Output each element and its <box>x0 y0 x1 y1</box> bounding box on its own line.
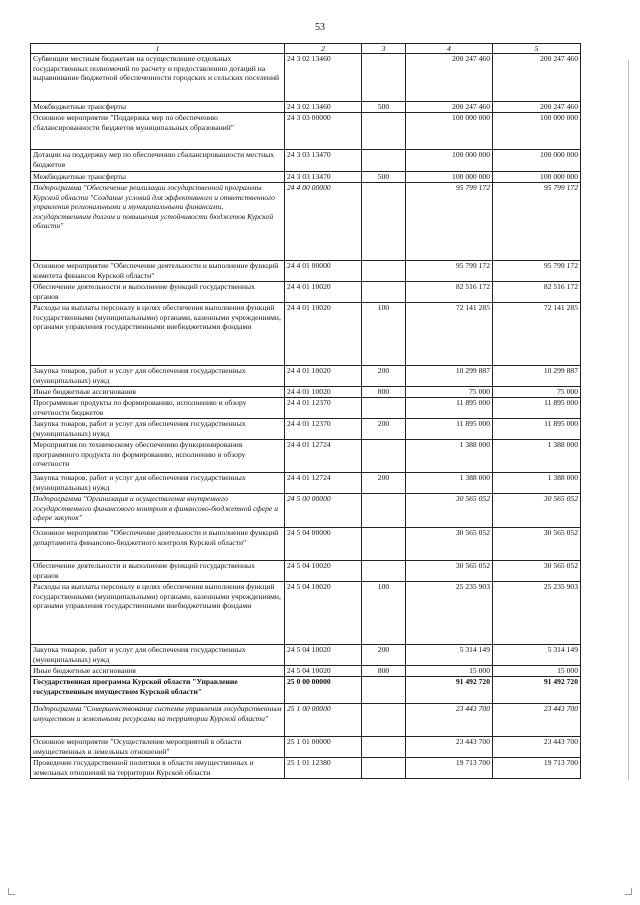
scan-corner-mark <box>625 888 632 895</box>
column-header: 5 <box>493 44 581 54</box>
row-name: Проведение государственной политики в области имущественных и земельных отношений на территории Курской области <box>31 758 285 779</box>
row-expense-type <box>362 758 406 779</box>
row-expense-type <box>362 150 406 172</box>
row-amount-col4: 19 713 700 <box>406 758 493 779</box>
table-row <box>31 261 581 282</box>
row-amount-col5: 200 247 460 <box>493 102 581 113</box>
table-row <box>31 366 581 387</box>
row-amount-col4: 100 000 000 <box>406 113 493 150</box>
table-row <box>31 150 581 172</box>
row-expense-type: 100 <box>362 303 406 366</box>
row-amount-col4: 15 000 <box>406 666 493 677</box>
row-amount-col5: 200 247 460 <box>493 54 581 102</box>
table-row <box>31 172 581 183</box>
row-code: 24 4 01 10020 <box>285 387 362 398</box>
row-name: Основное мероприятие "Обеспечение деятельности и выполнение функций комитета финансов Курской области" <box>31 261 285 282</box>
row-code: 24 4 01 00000 <box>285 261 362 282</box>
row-amount-col4: 5 314 149 <box>406 645 493 666</box>
row-code: 25 0 00 00000 <box>285 677 362 704</box>
table-row <box>31 102 581 113</box>
row-expense-type: 800 <box>362 666 406 677</box>
table-row <box>31 645 581 666</box>
row-name: Иные бюджетные ассигнования <box>31 666 285 677</box>
row-name: Закупка товаров, работ и услуг для обеспечения государственных (муниципальных) нужд <box>31 419 285 440</box>
row-amount-col5: 1 388 000 <box>493 473 581 494</box>
row-amount-col4: 1 388 000 <box>406 440 493 473</box>
table-body <box>31 54 581 779</box>
row-name: Основное мероприятие "Поддержка мер по обеспечению сбалансированности бюджетов муниципальных образований" <box>31 113 285 150</box>
row-code: 24 3 02 13460 <box>285 54 362 102</box>
row-amount-col4: 100 000 000 <box>406 172 493 183</box>
row-amount-col5: 100 000 000 <box>493 113 581 150</box>
row-code: 24 5 04 10020 <box>285 582 362 645</box>
row-amount-col4: 200 247 460 <box>406 102 493 113</box>
table-row <box>31 113 581 150</box>
row-expense-type: 200 <box>362 645 406 666</box>
budget-table <box>30 43 581 779</box>
row-amount-col5: 100 000 000 <box>493 172 581 183</box>
row-amount-col5: 10 299 887 <box>493 366 581 387</box>
row-amount-col5: 82 516 172 <box>493 282 581 303</box>
row-expense-type: 200 <box>362 419 406 440</box>
row-amount-col5: 25 235 903 <box>493 582 581 645</box>
table-row <box>31 677 581 704</box>
row-code: 24 4 01 12724 <box>285 473 362 494</box>
row-amount-col4: 30 565 052 <box>406 561 493 582</box>
row-amount-col5: 30 565 052 <box>493 528 581 561</box>
row-expense-type <box>362 113 406 150</box>
row-amount-col5: 11 895 000 <box>493 398 581 419</box>
row-code: 24 4 00 00000 <box>285 183 362 261</box>
row-amount-col4: 23 443 700 <box>406 737 493 758</box>
row-code: 25 1 01 00000 <box>285 737 362 758</box>
row-expense-type <box>362 737 406 758</box>
row-amount-col5: 72 141 285 <box>493 303 581 366</box>
row-expense-type: 500 <box>362 172 406 183</box>
table-row <box>31 282 581 303</box>
row-amount-col4: 25 235 903 <box>406 582 493 645</box>
table-row <box>31 398 581 419</box>
row-amount-col5: 23 443 700 <box>493 704 581 737</box>
row-name: Закупка товаров, работ и услуг для обеспечения государственных (муниципальных) нужд <box>31 645 285 666</box>
column-header: 1 <box>31 44 285 54</box>
row-expense-type <box>362 704 406 737</box>
table-row <box>31 737 581 758</box>
row-name: Подпрограмма "Обеспечение реализации государственной программы Курской области "Создание условий для эффективного и ответственного управления региональными и муниципальными финансами, государственным долгом и повышения устойчивости бюджетов Курской области" <box>31 183 285 261</box>
row-amount-col5: 5 314 149 <box>493 645 581 666</box>
row-amount-col4: 200 247 460 <box>406 54 493 102</box>
row-name: Расходы на выплаты персоналу в целях обеспечения выполнения функций государственными (муниципальными) органами, казенными учреждениями, органами управления государственными внебюджетными фондами <box>31 582 285 645</box>
row-name: Закупка товаров, работ и услуг для обеспечения государственных (муниципальных) нужд <box>31 473 285 494</box>
row-code: 24 4 01 10020 <box>285 366 362 387</box>
row-name: Обеспечение деятельности и выполнение функций государственных органов <box>31 561 285 582</box>
row-name: Субвенции местным бюджетам на осуществление отдельных государственных полномочий по расчету и предоставлению дотаций на выравнивание бюджетной обеспеченности городских и сельских поселений <box>31 54 285 102</box>
row-name: Расходы на выплаты персоналу в целях обеспечения выполнения функций государственными (муниципальными) органами, казенными учреждениями, органами управления государственными внебюджетными фондами <box>31 303 285 366</box>
row-name: Иные бюджетные ассигнования <box>31 387 285 398</box>
table-row <box>31 54 581 102</box>
table-row <box>31 561 581 582</box>
row-code: 24 3 03 13470 <box>285 150 362 172</box>
row-amount-col5: 95 799 172 <box>493 183 581 261</box>
row-expense-type: 200 <box>362 473 406 494</box>
row-expense-type <box>362 677 406 704</box>
table-row <box>31 303 581 366</box>
row-code: 24 5 04 10020 <box>285 645 362 666</box>
row-code: 24 4 01 10020 <box>285 282 362 303</box>
row-code: 24 4 01 12370 <box>285 419 362 440</box>
row-name: Закупка товаров, работ и услуг для обеспечения государственных (муниципальных) нужд <box>31 366 285 387</box>
row-name: Подпрограмма "Организация и осуществление внутреннего государственного финансового контроля в финансово-бюджетной сфере и сфере закупок" <box>31 494 285 528</box>
row-code: 24 3 03 13470 <box>285 172 362 183</box>
row-amount-col4: 11 895 000 <box>406 419 493 440</box>
row-amount-col4: 82 516 172 <box>406 282 493 303</box>
table-row <box>31 666 581 677</box>
row-amount-col5: 75 000 <box>493 387 581 398</box>
row-amount-col4: 95 799 172 <box>406 183 493 261</box>
row-name: Межбюджетные трансферты <box>31 172 285 183</box>
row-amount-col4: 72 141 285 <box>406 303 493 366</box>
scan-corner-mark <box>8 888 15 895</box>
row-name: Дотации на поддержку мер по обеспечению сбалансированности местных бюджетов <box>31 150 285 172</box>
column-header: 3 <box>362 44 406 54</box>
row-code: 24 3 03 00000 <box>285 113 362 150</box>
row-amount-col4: 23 443 700 <box>406 704 493 737</box>
row-expense-type <box>362 561 406 582</box>
column-header: 4 <box>406 44 493 54</box>
table-row <box>31 183 581 261</box>
table-row <box>31 440 581 473</box>
row-expense-type <box>362 398 406 419</box>
row-amount-col4: 100 000 000 <box>406 150 493 172</box>
row-amount-col5: 95 799 172 <box>493 261 581 282</box>
row-amount-col5: 1 388 000 <box>493 440 581 473</box>
row-amount-col5: 30 565 052 <box>493 494 581 528</box>
row-expense-type <box>362 528 406 561</box>
row-expense-type <box>362 183 406 261</box>
row-amount-col5: 30 565 052 <box>493 561 581 582</box>
row-amount-col5: 23 443 700 <box>493 737 581 758</box>
row-code: 24 5 00 00000 <box>285 494 362 528</box>
row-amount-col5: 91 492 720 <box>493 677 581 704</box>
row-amount-col4: 11 895 000 <box>406 398 493 419</box>
column-number-row <box>31 44 581 54</box>
row-expense-type <box>362 54 406 102</box>
page-number: 53 <box>315 22 325 33</box>
row-code: 24 5 04 00000 <box>285 528 362 561</box>
scan-margin-line <box>628 60 629 780</box>
row-amount-col4: 1 388 000 <box>406 473 493 494</box>
row-code: 24 5 04 10020 <box>285 561 362 582</box>
row-expense-type: 100 <box>362 582 406 645</box>
row-code: 24 3 02 13460 <box>285 102 362 113</box>
row-amount-col4: 10 299 887 <box>406 366 493 387</box>
row-name: Программные продукты по формированию, исполнению и обзору отчетности бюджетов <box>31 398 285 419</box>
row-code: 24 4 01 12724 <box>285 440 362 473</box>
row-expense-type <box>362 440 406 473</box>
row-code: 24 5 04 10020 <box>285 666 362 677</box>
table-row <box>31 473 581 494</box>
row-expense-type <box>362 494 406 528</box>
row-name: Подпрограмма "Совершенствование системы управления государственным имуществом и земельными ресурсами на территории Курской области" <box>31 704 285 737</box>
table-row <box>31 582 581 645</box>
row-code: 24 4 01 10020 <box>285 303 362 366</box>
row-name: Обеспечение деятельности и выполнение функций государственных органов <box>31 282 285 303</box>
table-row <box>31 528 581 561</box>
table-row <box>31 758 581 779</box>
row-name: Основное мероприятие "Осуществление мероприятий в области имущественных и земельных отношений" <box>31 737 285 758</box>
row-code: 25 1 00 00000 <box>285 704 362 737</box>
table-row <box>31 494 581 528</box>
row-name: Основное мероприятие "Обеспечение деятельности и выполнение функций департамента финансово-бюджетного контроля Курской области" <box>31 528 285 561</box>
table-row <box>31 419 581 440</box>
row-code: 25 1 01 12380 <box>285 758 362 779</box>
row-name: Государственная программа Курской области "Управление государственным имуществом Курской области" <box>31 677 285 704</box>
row-amount-col4: 75 000 <box>406 387 493 398</box>
row-expense-type: 200 <box>362 366 406 387</box>
row-amount-col4: 30 565 052 <box>406 494 493 528</box>
row-amount-col5: 15 000 <box>493 666 581 677</box>
row-amount-col5: 100 000 000 <box>493 150 581 172</box>
row-expense-type: 800 <box>362 387 406 398</box>
row-expense-type: 500 <box>362 102 406 113</box>
row-expense-type <box>362 261 406 282</box>
table-row <box>31 387 581 398</box>
row-code: 24 4 01 12370 <box>285 398 362 419</box>
row-amount-col4: 91 492 720 <box>406 677 493 704</box>
row-amount-col4: 30 565 052 <box>406 528 493 561</box>
row-amount-col5: 11 895 000 <box>493 419 581 440</box>
column-header: 2 <box>285 44 362 54</box>
row-amount-col4: 95 799 172 <box>406 261 493 282</box>
table-row <box>31 704 581 737</box>
row-name: Межбюджетные трансферты <box>31 102 285 113</box>
row-name: Мероприятия по техническому обеспечению функционирования программного продукта по формированию, исполнению и обзору отчетности <box>31 440 285 473</box>
row-amount-col5: 19 713 700 <box>493 758 581 779</box>
row-expense-type <box>362 282 406 303</box>
